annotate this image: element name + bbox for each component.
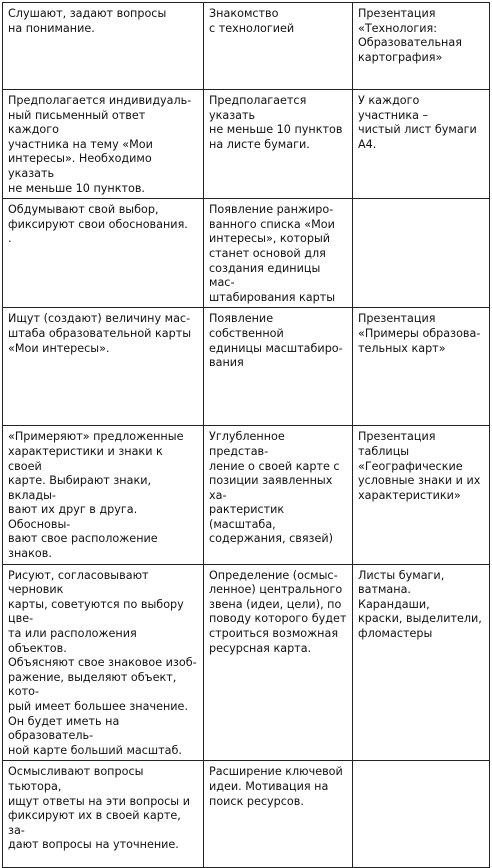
materials-cell: У каждого участника – чистый лист бумаги А4. (353, 90, 490, 199)
result-cell: Предполагается указать не меньше 10 пунктов на листе бумаги. (204, 90, 353, 199)
result-cell: Определение (осмыс- ленное) центрального звена (идеи, цели), по поводу которого будет строиться возможная ресурсная карта. (204, 564, 353, 761)
participant-activity-cell: Ищут (создают) величину мас- штаба образовательной карты «Мои интересы». (3, 308, 204, 426)
materials-cell: Листы бумаги, ватмана. Карандаши, краски, выделители, фломастеры (353, 564, 490, 761)
result-cell: Появление ранжиро- ванного списка «Мои интересы», который станет основой для создания единицы мас- штабирования карты (204, 199, 353, 308)
participant-activity-cell: Осмысливают вопросы тьютора, ищут ответы на эти вопросы и фиксируют их в своей карте, за- дают вопросы на уточнение. (3, 761, 204, 868)
table-row (3, 90, 490, 199)
materials-cell: Презентация «Примеры образова- тельных карт» (353, 308, 490, 426)
materials-cell (353, 199, 490, 308)
participant-activity-cell: Обдумывают свой выбор, фиксируют свои обоснования. . (3, 199, 204, 308)
result-cell: Знакомство с технологией (204, 3, 353, 90)
activity-table (2, 2, 490, 868)
materials-cell: Презентация «Технология: Образовательная картография» (353, 3, 490, 90)
participant-activity-cell: Рисуют, согласовывают черновик карты, советуются по выбору цве- та или расположения объектов. Объясняют свое знаковое изоб- ражение, выделяют объект, кото- рый имеет большее значение. Он будет иметь на образователь- ной карте больший масштаб. (3, 564, 204, 761)
result-cell: Углубленное представ- ление о своей карте с позиции заявленных ха- рактеристик (масштаба, содержания, связей) (204, 426, 353, 564)
participant-activity-cell: Предполагается индивидуаль- ный письменный ответ каждого участника на тему «Мои интересы». Необходимо указать не меньше 10 пунктов. (3, 90, 204, 199)
table-row (3, 761, 490, 868)
result-cell: Появление собственной единицы масштабиро- вания (204, 308, 353, 426)
table-row (3, 199, 490, 308)
table-row (3, 426, 490, 564)
table-row (3, 564, 490, 761)
participant-activity-cell: «Примеряют» предложенные характеристики и знаки к своей карте. Выбирают знаки, вклады- вают их друг в друга. Обосновы- вают свое расположение знаков. (3, 426, 204, 564)
materials-cell: Презентация таблицы «Географические условные знаки и их характеристики» (353, 426, 490, 564)
participant-activity-cell: Слушают, задают вопросы на понимание. (3, 3, 204, 90)
result-cell: Расширение ключевой идеи. Мотивация на поиск ресурсов. (204, 761, 353, 868)
table-row (3, 308, 490, 426)
materials-cell (353, 761, 490, 868)
table-row (3, 3, 490, 90)
